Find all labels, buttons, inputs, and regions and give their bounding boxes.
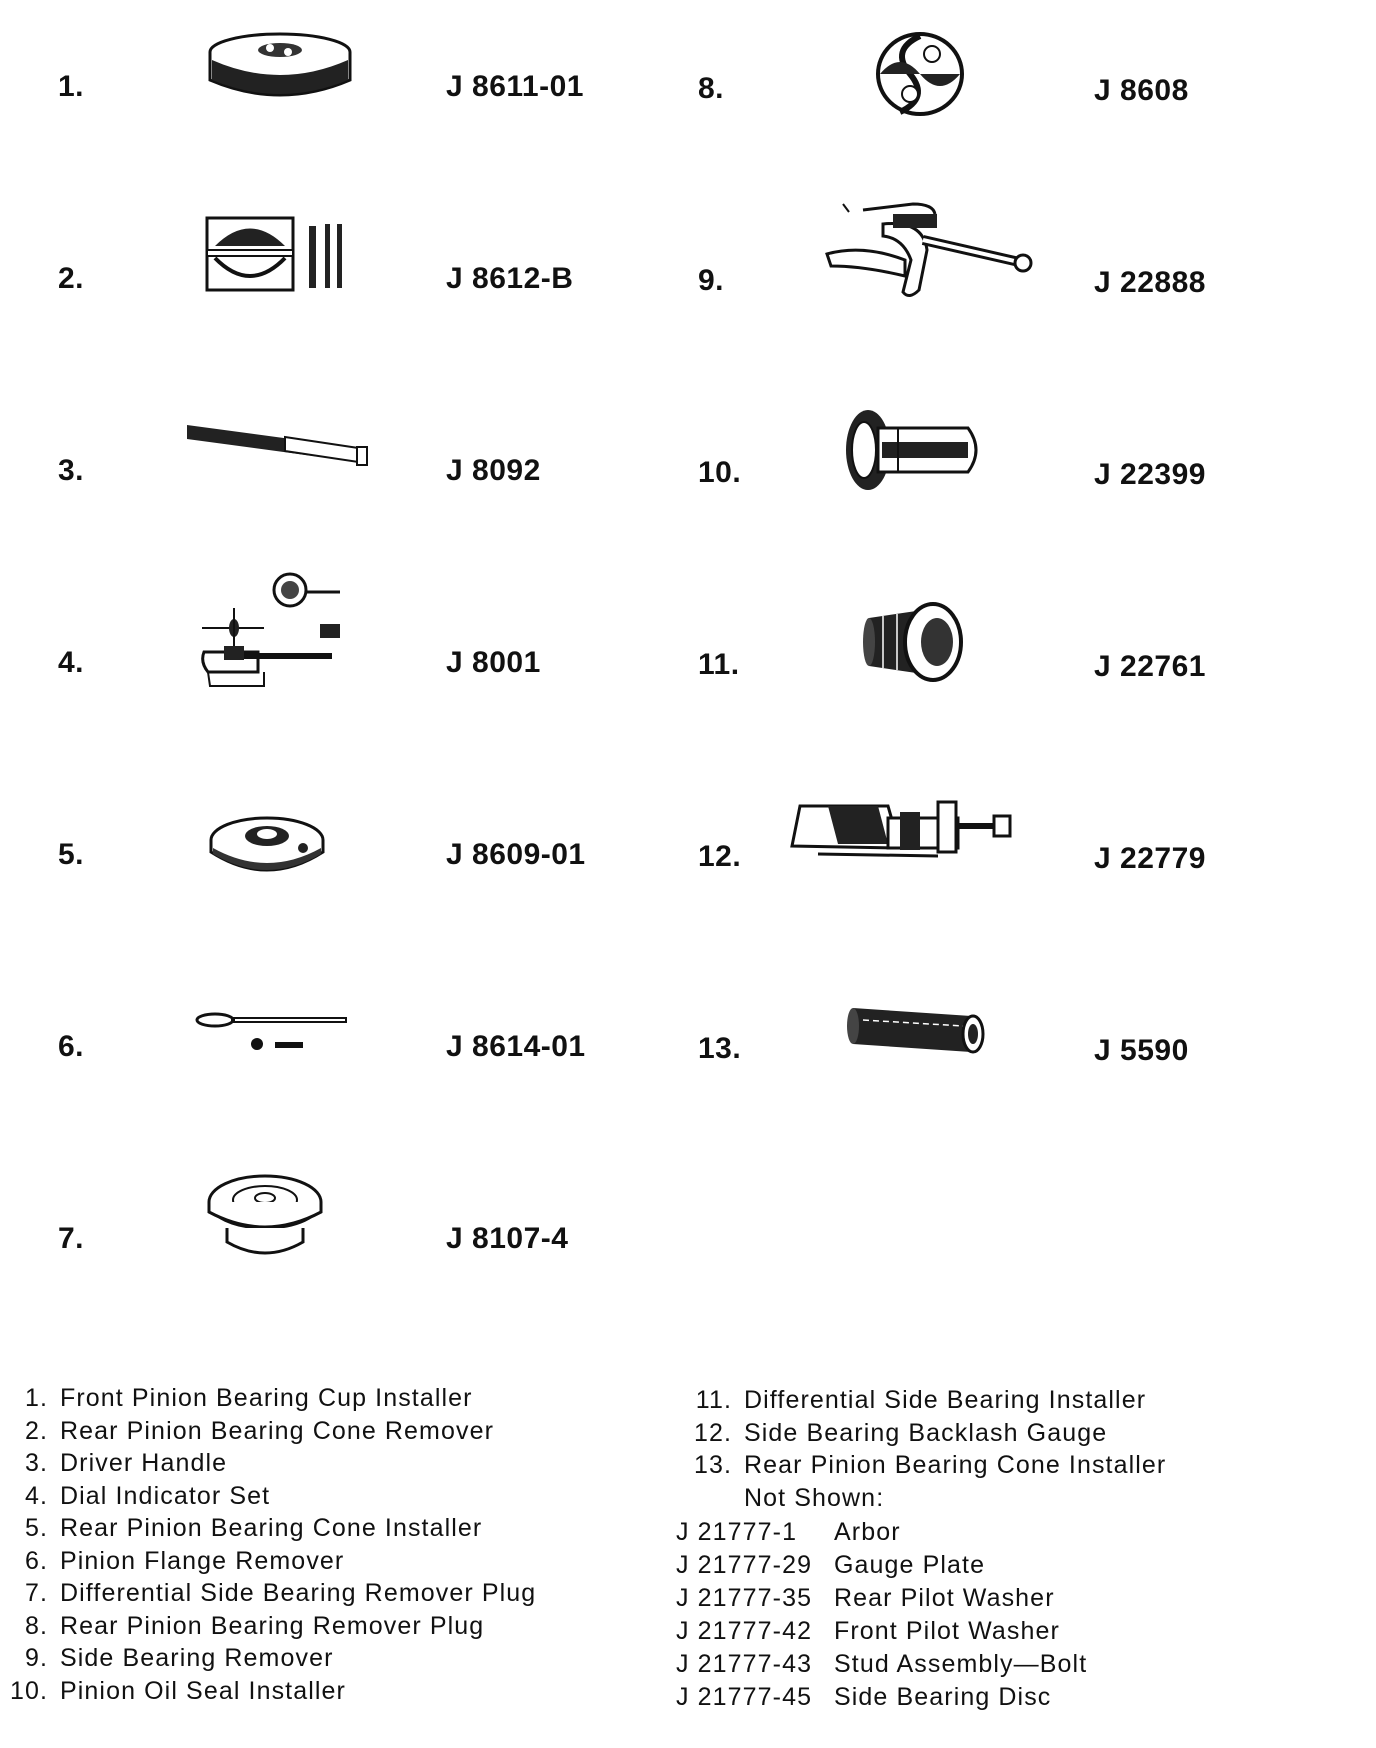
tool-number: 1. <box>58 70 85 103</box>
tool-number: 2. <box>58 262 85 295</box>
legend-index: 7. <box>24 1579 48 1607</box>
dial-indicator-set-icon <box>198 568 378 708</box>
part-number: J 21777-45 <box>676 1683 813 1711</box>
legend-text: Pinion Oil Seal Installer <box>60 1676 346 1705</box>
tool-code: J 8001 <box>446 646 541 679</box>
legend-index: 13. <box>693 1451 732 1479</box>
tool-entry-8 <box>688 30 1376 220</box>
legend-text: Rear Pinion Bearing Cone Remover <box>60 1416 495 1445</box>
legend-item <box>4 1642 334 1675</box>
legend-text: Rear Pinion Bearing Remover Plug <box>60 1611 485 1640</box>
part-description: Stud Assembly—Bolt <box>834 1650 1088 1678</box>
bearing-cup-installer-icon <box>200 30 360 110</box>
legend-text: Differential Side Bearing Installer <box>744 1386 1147 1414</box>
not-shown-heading: Not Shown: <box>744 1483 885 1512</box>
cone-installer-tube-icon <box>843 1000 993 1060</box>
legend-text: Rear Pinion Bearing Cone Installer <box>60 1514 483 1542</box>
tool-number: 7. <box>58 1222 85 1255</box>
tool-code: J 8092 <box>446 454 541 487</box>
tool-entry-13 <box>688 990 1376 1180</box>
legend-text: Front Pinion Bearing Cup Installer <box>60 1384 473 1412</box>
tool-code: J 8608 <box>1094 74 1189 107</box>
part-description: Rear Pilot Washer <box>834 1584 1055 1612</box>
legend-index: 8. <box>24 1611 48 1640</box>
cone-installer-icon <box>205 808 335 888</box>
part-number: J 21777-29 <box>676 1551 813 1579</box>
tool-code: J 8612-B <box>446 262 574 295</box>
tool-number: 11. <box>698 648 740 681</box>
part-description: Side Bearing Disc <box>834 1683 1052 1711</box>
bearing-cone-remover-icon <box>205 216 355 296</box>
tool-entry-12 <box>688 798 1376 988</box>
tool-number: 5. <box>58 838 85 871</box>
legend-item <box>4 1577 537 1610</box>
driver-handle-icon <box>185 419 375 479</box>
tool-number: 13. <box>698 1032 742 1065</box>
legend-item <box>4 1382 473 1415</box>
side-bearing-puller-icon <box>823 200 1043 310</box>
tool-entry-5 <box>0 798 688 988</box>
tool-code: J 5590 <box>1094 1034 1189 1067</box>
legend-item <box>4 1415 495 1448</box>
flange-remover-icon <box>195 1010 365 1060</box>
tool-number: 10. <box>698 456 742 489</box>
legend-right <box>688 1384 1167 1514</box>
backlash-gauge-icon <box>788 798 1018 868</box>
bearing-remover-plug-icon <box>870 30 970 120</box>
legend-index: 9. <box>24 1644 48 1672</box>
tool-code: J 22761 <box>1094 650 1206 683</box>
part-number: J 21777-35 <box>676 1584 813 1612</box>
tool-number: 3. <box>58 454 85 487</box>
tool-code: J 8609-01 <box>446 838 586 871</box>
part-number: J 21777-43 <box>676 1650 813 1678</box>
tool-code: J 22779 <box>1094 842 1206 875</box>
legend-text: Dial Indicator Set <box>60 1481 271 1510</box>
legend-text: Side Bearing Backlash Gauge <box>744 1418 1108 1447</box>
legend-item <box>688 1482 885 1515</box>
oil-seal-installer-icon <box>838 406 988 496</box>
tool-number: 8. <box>698 72 725 105</box>
legend-index: 4. <box>24 1481 48 1510</box>
part-description: Front Pilot Washer <box>834 1617 1060 1645</box>
legend-item <box>688 1449 1167 1482</box>
legend-item <box>4 1447 228 1480</box>
tool-entry-1 <box>0 30 688 220</box>
legend-text: Driver Handle <box>60 1449 228 1477</box>
tool-code: J 8614-01 <box>446 1030 586 1063</box>
tool-entry-9 <box>688 222 1376 412</box>
tool-number: 9. <box>698 264 725 297</box>
legend-index: 10. <box>9 1676 48 1705</box>
tool-entry-11 <box>688 606 1376 796</box>
legend-text: Differential Side Bearing Remover Plug <box>60 1579 537 1607</box>
tool-code: J 8611-01 <box>446 70 584 103</box>
part-number: J 21777-1 <box>676 1518 798 1546</box>
legend-item <box>688 1417 1108 1450</box>
legend-index: 1. <box>24 1384 48 1412</box>
legend-item <box>4 1675 346 1708</box>
legend-text: Pinion Flange Remover <box>60 1546 345 1575</box>
tool-entry-4 <box>0 606 688 796</box>
legend-index: 11. <box>695 1386 732 1414</box>
side-bearing-installer-icon <box>863 596 973 686</box>
legend-item <box>4 1480 271 1513</box>
part-description: Gauge Plate <box>834 1551 986 1579</box>
tool-entry-10 <box>688 414 1376 604</box>
tool-number: 6. <box>58 1030 85 1063</box>
legend-index: 12. <box>693 1418 732 1447</box>
legend-index: 5. <box>24 1514 48 1542</box>
part-number: J 21777-42 <box>676 1617 813 1645</box>
tool-entry-6 <box>0 990 688 1180</box>
legend-text: Side Bearing Remover <box>60 1644 334 1672</box>
tool-entry-7 <box>0 1182 688 1372</box>
legend-index: 2. <box>24 1416 48 1445</box>
legend-index: 3. <box>24 1449 48 1477</box>
remover-plug-icon <box>205 1172 335 1272</box>
tool-code: J 22399 <box>1094 458 1206 491</box>
legend-item <box>4 1610 485 1643</box>
legend-item <box>688 1384 1147 1417</box>
tool-number: 12. <box>698 840 742 873</box>
tool-code: J 22888 <box>1094 266 1206 299</box>
part-description: Arbor <box>834 1518 901 1546</box>
legend-item <box>4 1512 483 1545</box>
legend-item <box>4 1545 345 1578</box>
tool-number: 4. <box>58 646 85 679</box>
legend-text: Rear Pinion Bearing Cone Installer <box>744 1451 1167 1479</box>
tool-code: J 8107-4 <box>446 1222 569 1255</box>
legend-index: 6. <box>24 1546 48 1575</box>
legend-left <box>4 1382 537 1707</box>
tool-entry-2 <box>0 222 688 412</box>
